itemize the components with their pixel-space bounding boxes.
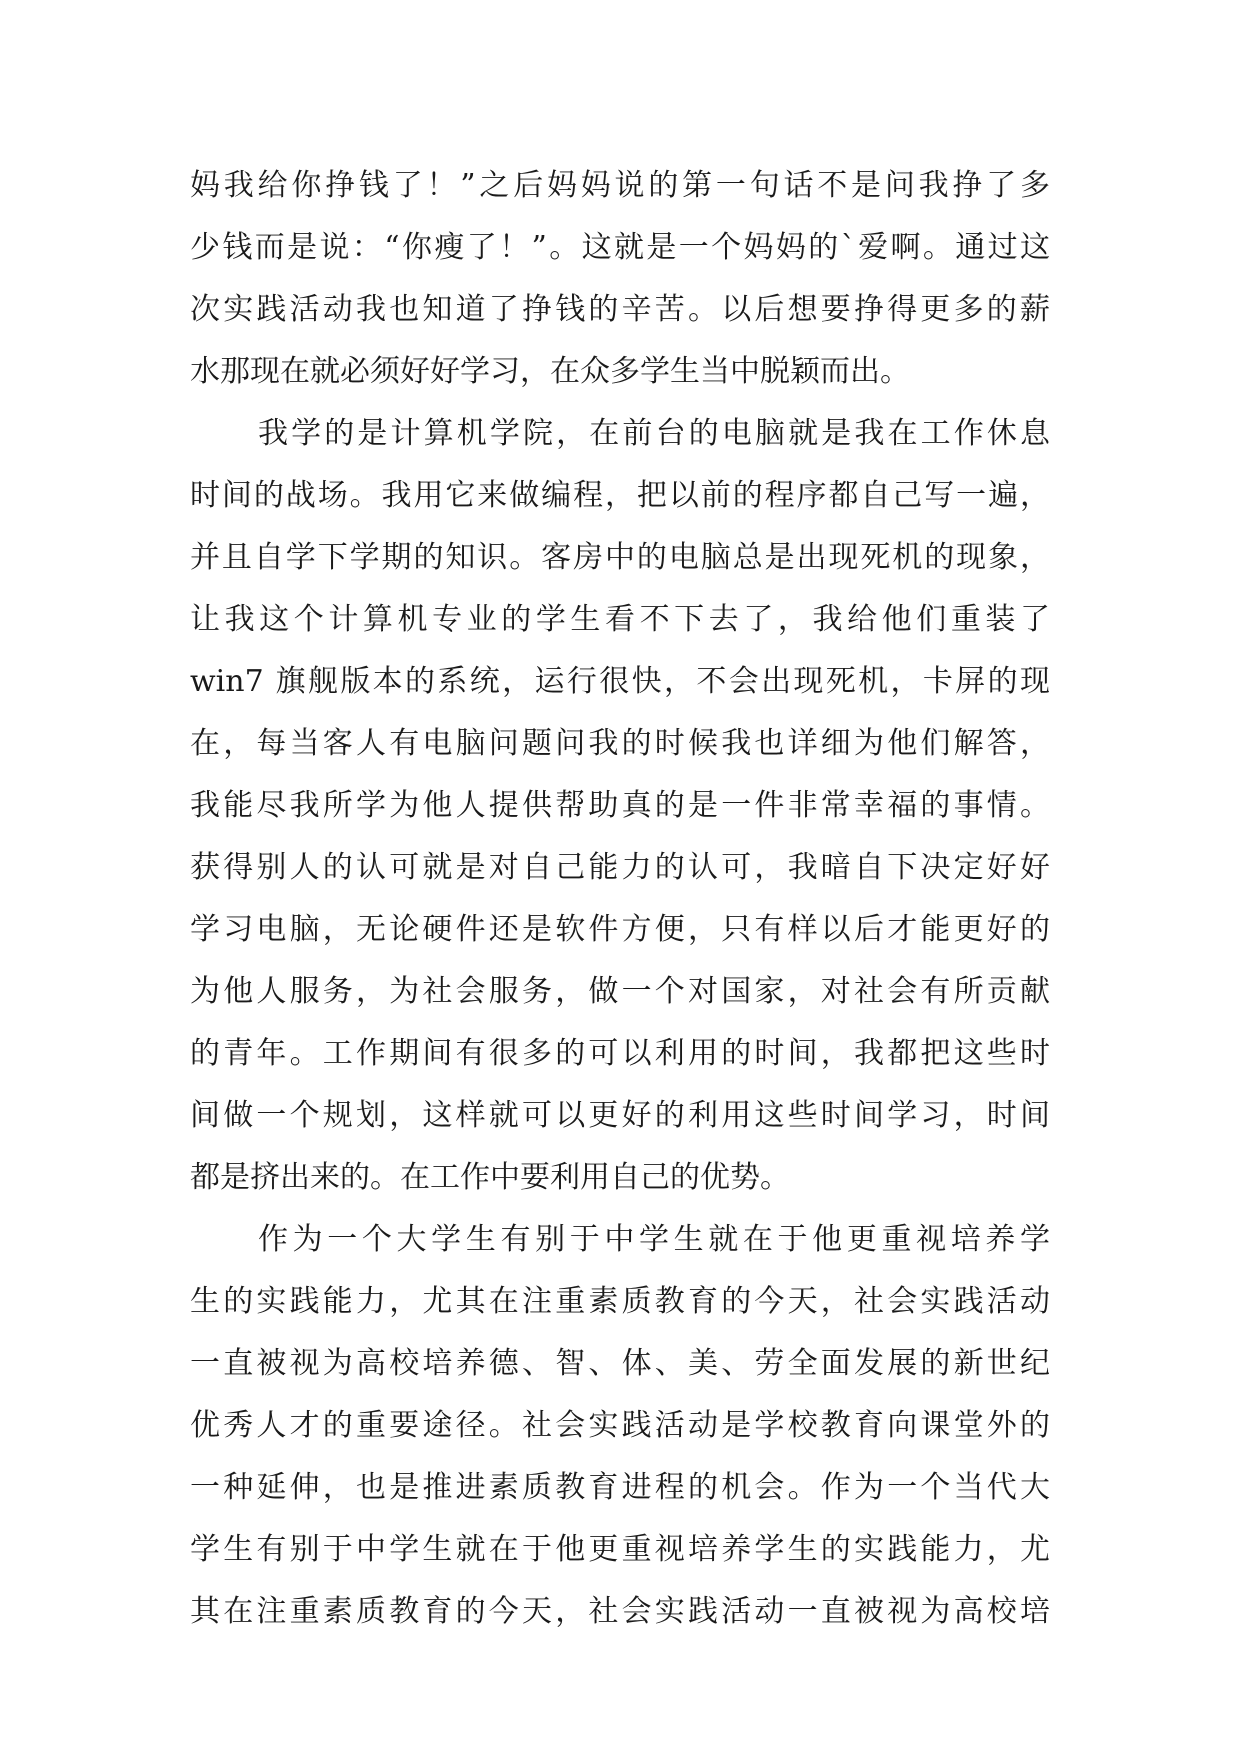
- text-line: 都是挤出来的。在工作中要利用自己的优势。: [190, 1160, 790, 1195]
- body-text: [190, 155, 1050, 1643]
- text-line: 并且自学下学期的知识。客房中的电脑总是出现死机的现象，: [190, 540, 1050, 575]
- text-line: 妈我给你挣钱了！”之后妈妈说的第一句话不是问我挣了多: [190, 168, 1050, 203]
- text-line: 为他人服务，为社会服务，做一个对国家，对社会有所贡献: [190, 974, 1050, 1009]
- text-line: 水那现在就必须好好学习，在众多学生当中脱颖而出。: [190, 354, 910, 389]
- text-line: 在，每当客人有电脑问题问我的时候我也详细为他们解答，: [190, 726, 1050, 761]
- text-line: 其在注重素质教育的今天，社会实践活动一直被视为高校培: [190, 1594, 1050, 1629]
- text-line: 获得别人的认可就是对自己能力的认可，我暗自下决定好好: [190, 850, 1050, 885]
- text-line: 作为一个大学生有别于中学生就在于他更重视培养学: [258, 1222, 1050, 1257]
- text-line: 次实践活动我也知道了挣钱的辛苦。以后想要挣得更多的薪: [190, 292, 1050, 327]
- text-line: 优秀人才的重要途径。社会实践活动是学校教育向课堂外的: [190, 1408, 1050, 1443]
- text-line: 我能尽我所学为他人提供帮助真的是一件非常幸福的事情。: [190, 788, 1050, 823]
- text-line: 间做一个规划，这样就可以更好的利用这些时间学习，时间: [190, 1098, 1050, 1133]
- text-line: win7 旗舰版本的系统，运行很快，不会出现死机，卡屏的现: [190, 664, 1050, 699]
- text-line: 学生有别于中学生就在于他更重视培养学生的实践能力，尤: [190, 1532, 1050, 1567]
- text-line: 的青年。工作期间有很多的可以利用的时间，我都把这些时: [190, 1036, 1050, 1071]
- text-line: 学习电脑，无论硬件还是软件方便，只有样以后才能更好的: [190, 912, 1050, 947]
- text-line: 时间的战场。我用它来做编程，把以前的程序都自己写一遍，: [190, 478, 1050, 513]
- text-line: 少钱而是说：“你瘦了！”。这就是一个妈妈的`爱啊。通过这: [190, 230, 1050, 265]
- text-line: 生的实践能力，尤其在注重素质教育的今天，社会实践活动: [190, 1284, 1050, 1319]
- text-line: 一种延伸，也是推进素质教育进程的机会。作为一个当代大: [190, 1470, 1050, 1505]
- text-line: 一直被视为高校培养德、智、体、美、劳全面发展的新世纪: [190, 1346, 1050, 1381]
- text-line: 让我这个计算机专业的学生看不下去了，我给他们重装了: [190, 602, 1050, 637]
- text-line: 我学的是计算机学院，在前台的电脑就是我在工作休息: [258, 416, 1050, 451]
